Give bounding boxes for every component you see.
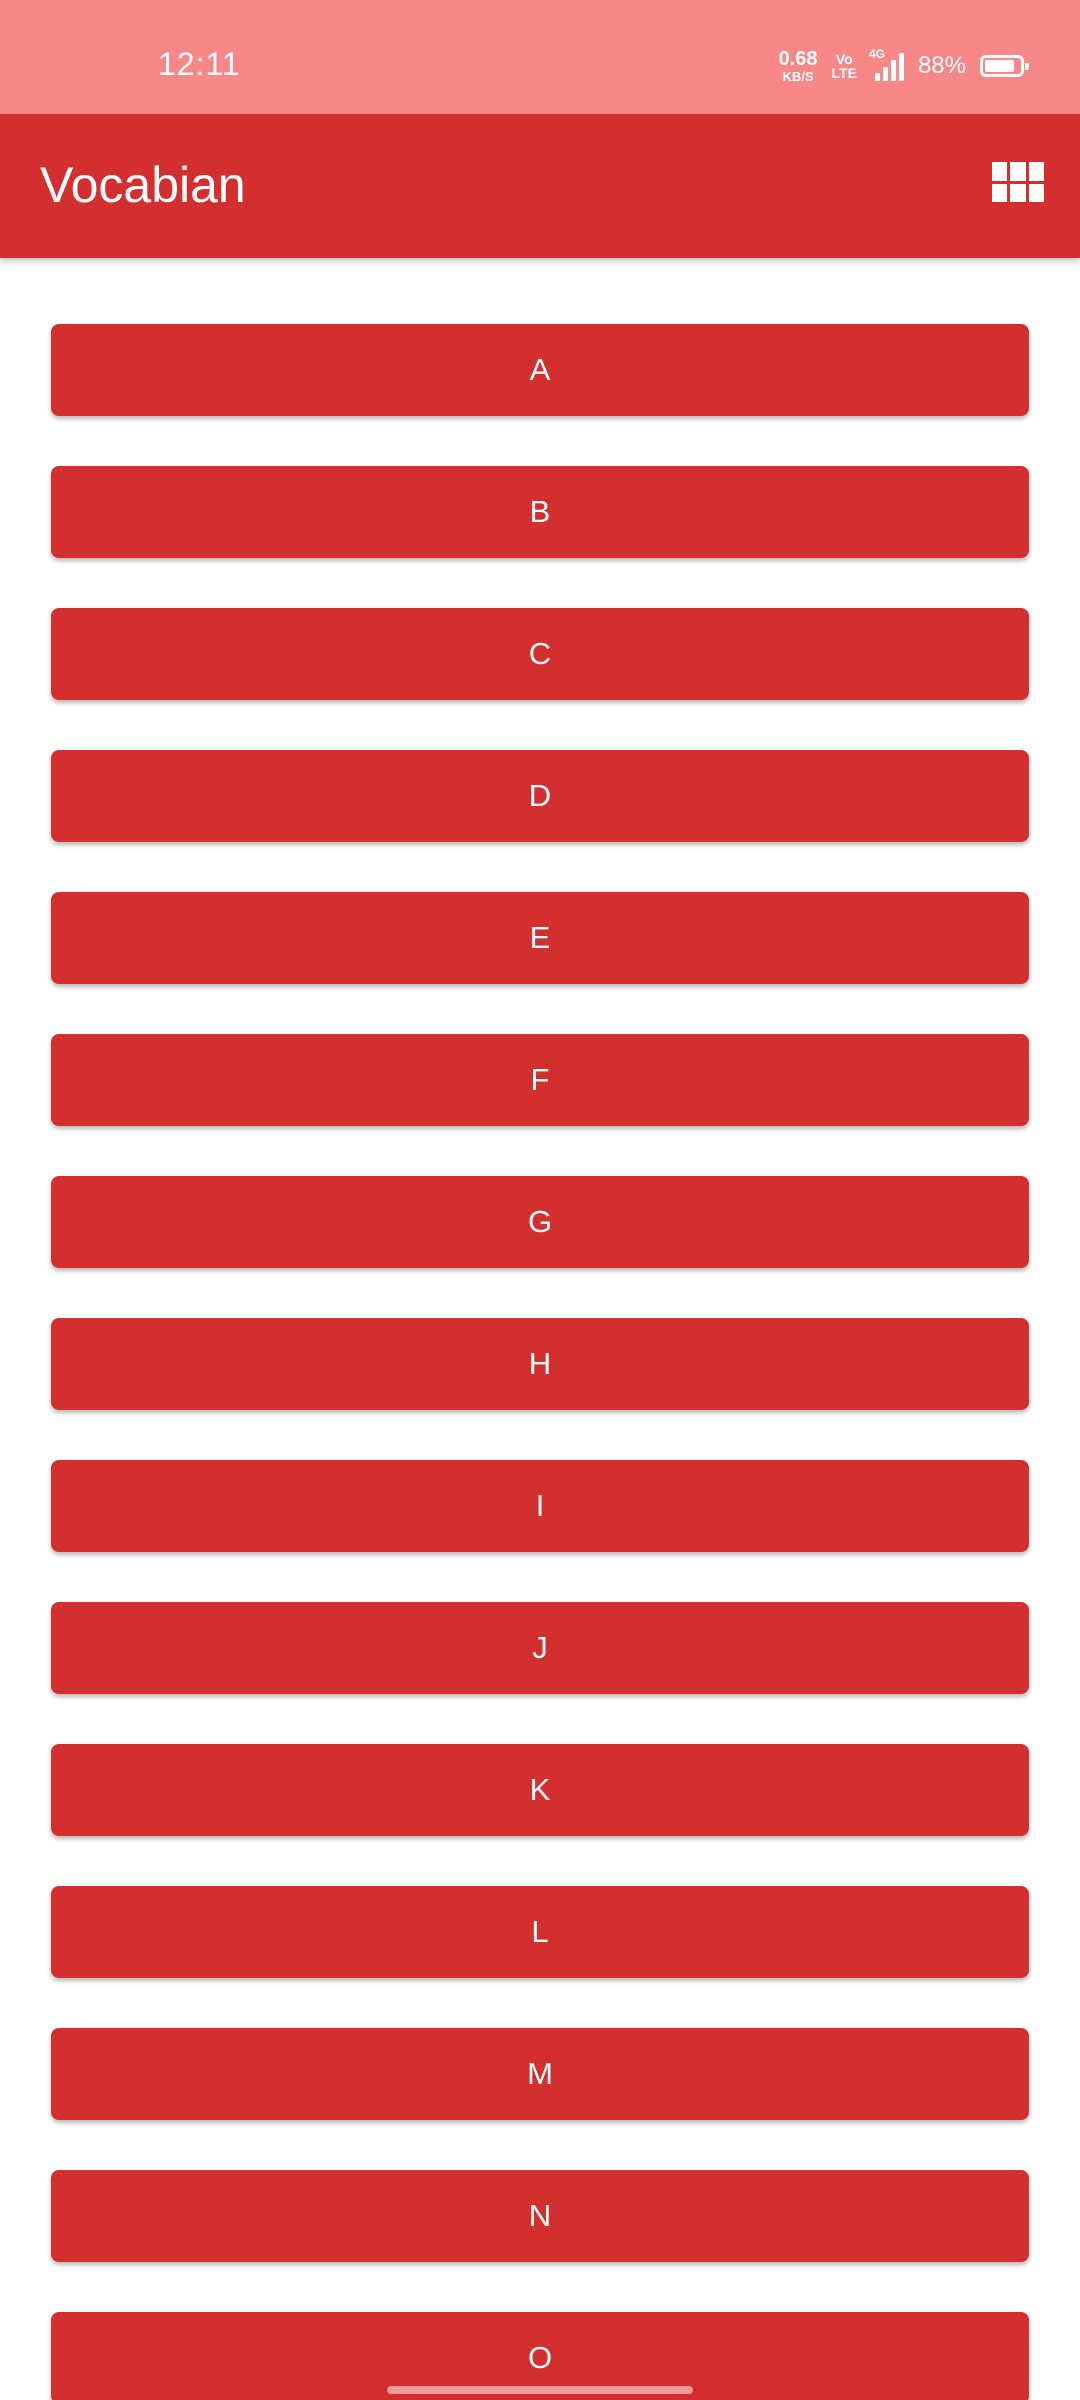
- grid-icon: [1029, 162, 1044, 181]
- status-bar: [0, 0, 1080, 114]
- battery-percent: 88%: [917, 52, 966, 79]
- battery-icon: [980, 55, 1024, 77]
- network-speed: [779, 49, 818, 83]
- status-time: 12:11: [158, 46, 241, 82]
- letter-button[interactable]: J: [51, 1602, 1029, 1694]
- letter-button[interactable]: H: [51, 1318, 1029, 1410]
- signal-icon: [868, 47, 904, 81]
- grid-icon: [1010, 162, 1025, 181]
- status-indicators: [779, 46, 1024, 86]
- signal-bar: [875, 73, 880, 81]
- volte-icon: [832, 52, 857, 80]
- letter-button[interactable]: K: [51, 1744, 1029, 1836]
- volte-bottom: LTE: [831, 65, 857, 81]
- signal-bar: [891, 60, 896, 81]
- grid-view-button[interactable]: [992, 162, 1044, 202]
- letter-button[interactable]: F: [51, 1034, 1029, 1126]
- signal-bar: [883, 67, 888, 81]
- letter-list: [51, 324, 1029, 2400]
- letter-button[interactable]: E: [51, 892, 1029, 984]
- letter-button[interactable]: A: [51, 324, 1029, 416]
- grid-icon: [1029, 184, 1044, 203]
- home-indicator[interactable]: [387, 2386, 693, 2394]
- battery-tip: [1025, 63, 1029, 70]
- grid-icon: [992, 162, 1007, 181]
- network-speed-unit: KB/S: [782, 69, 814, 84]
- network-speed-value: 0.68: [778, 48, 818, 70]
- letter-button[interactable]: I: [51, 1460, 1029, 1552]
- letter-button[interactable]: C: [51, 608, 1029, 700]
- network-type: 4G: [868, 47, 885, 61]
- letter-button[interactable]: B: [51, 466, 1029, 558]
- battery-fill: [985, 60, 1014, 72]
- grid-icon: [992, 184, 1007, 203]
- app-bar: [0, 114, 1080, 258]
- volte-top: Vo: [835, 51, 853, 67]
- grid-icon: [1010, 184, 1025, 203]
- signal-bar: [899, 53, 904, 81]
- letter-button[interactable]: M: [51, 2028, 1029, 2120]
- letter-button[interactable]: O: [51, 2312, 1029, 2400]
- letter-button[interactable]: L: [51, 1886, 1029, 1978]
- letter-button[interactable]: G: [51, 1176, 1029, 1268]
- letter-button[interactable]: D: [51, 750, 1029, 842]
- app-title: Vocabian: [40, 157, 246, 213]
- letter-button[interactable]: N: [51, 2170, 1029, 2262]
